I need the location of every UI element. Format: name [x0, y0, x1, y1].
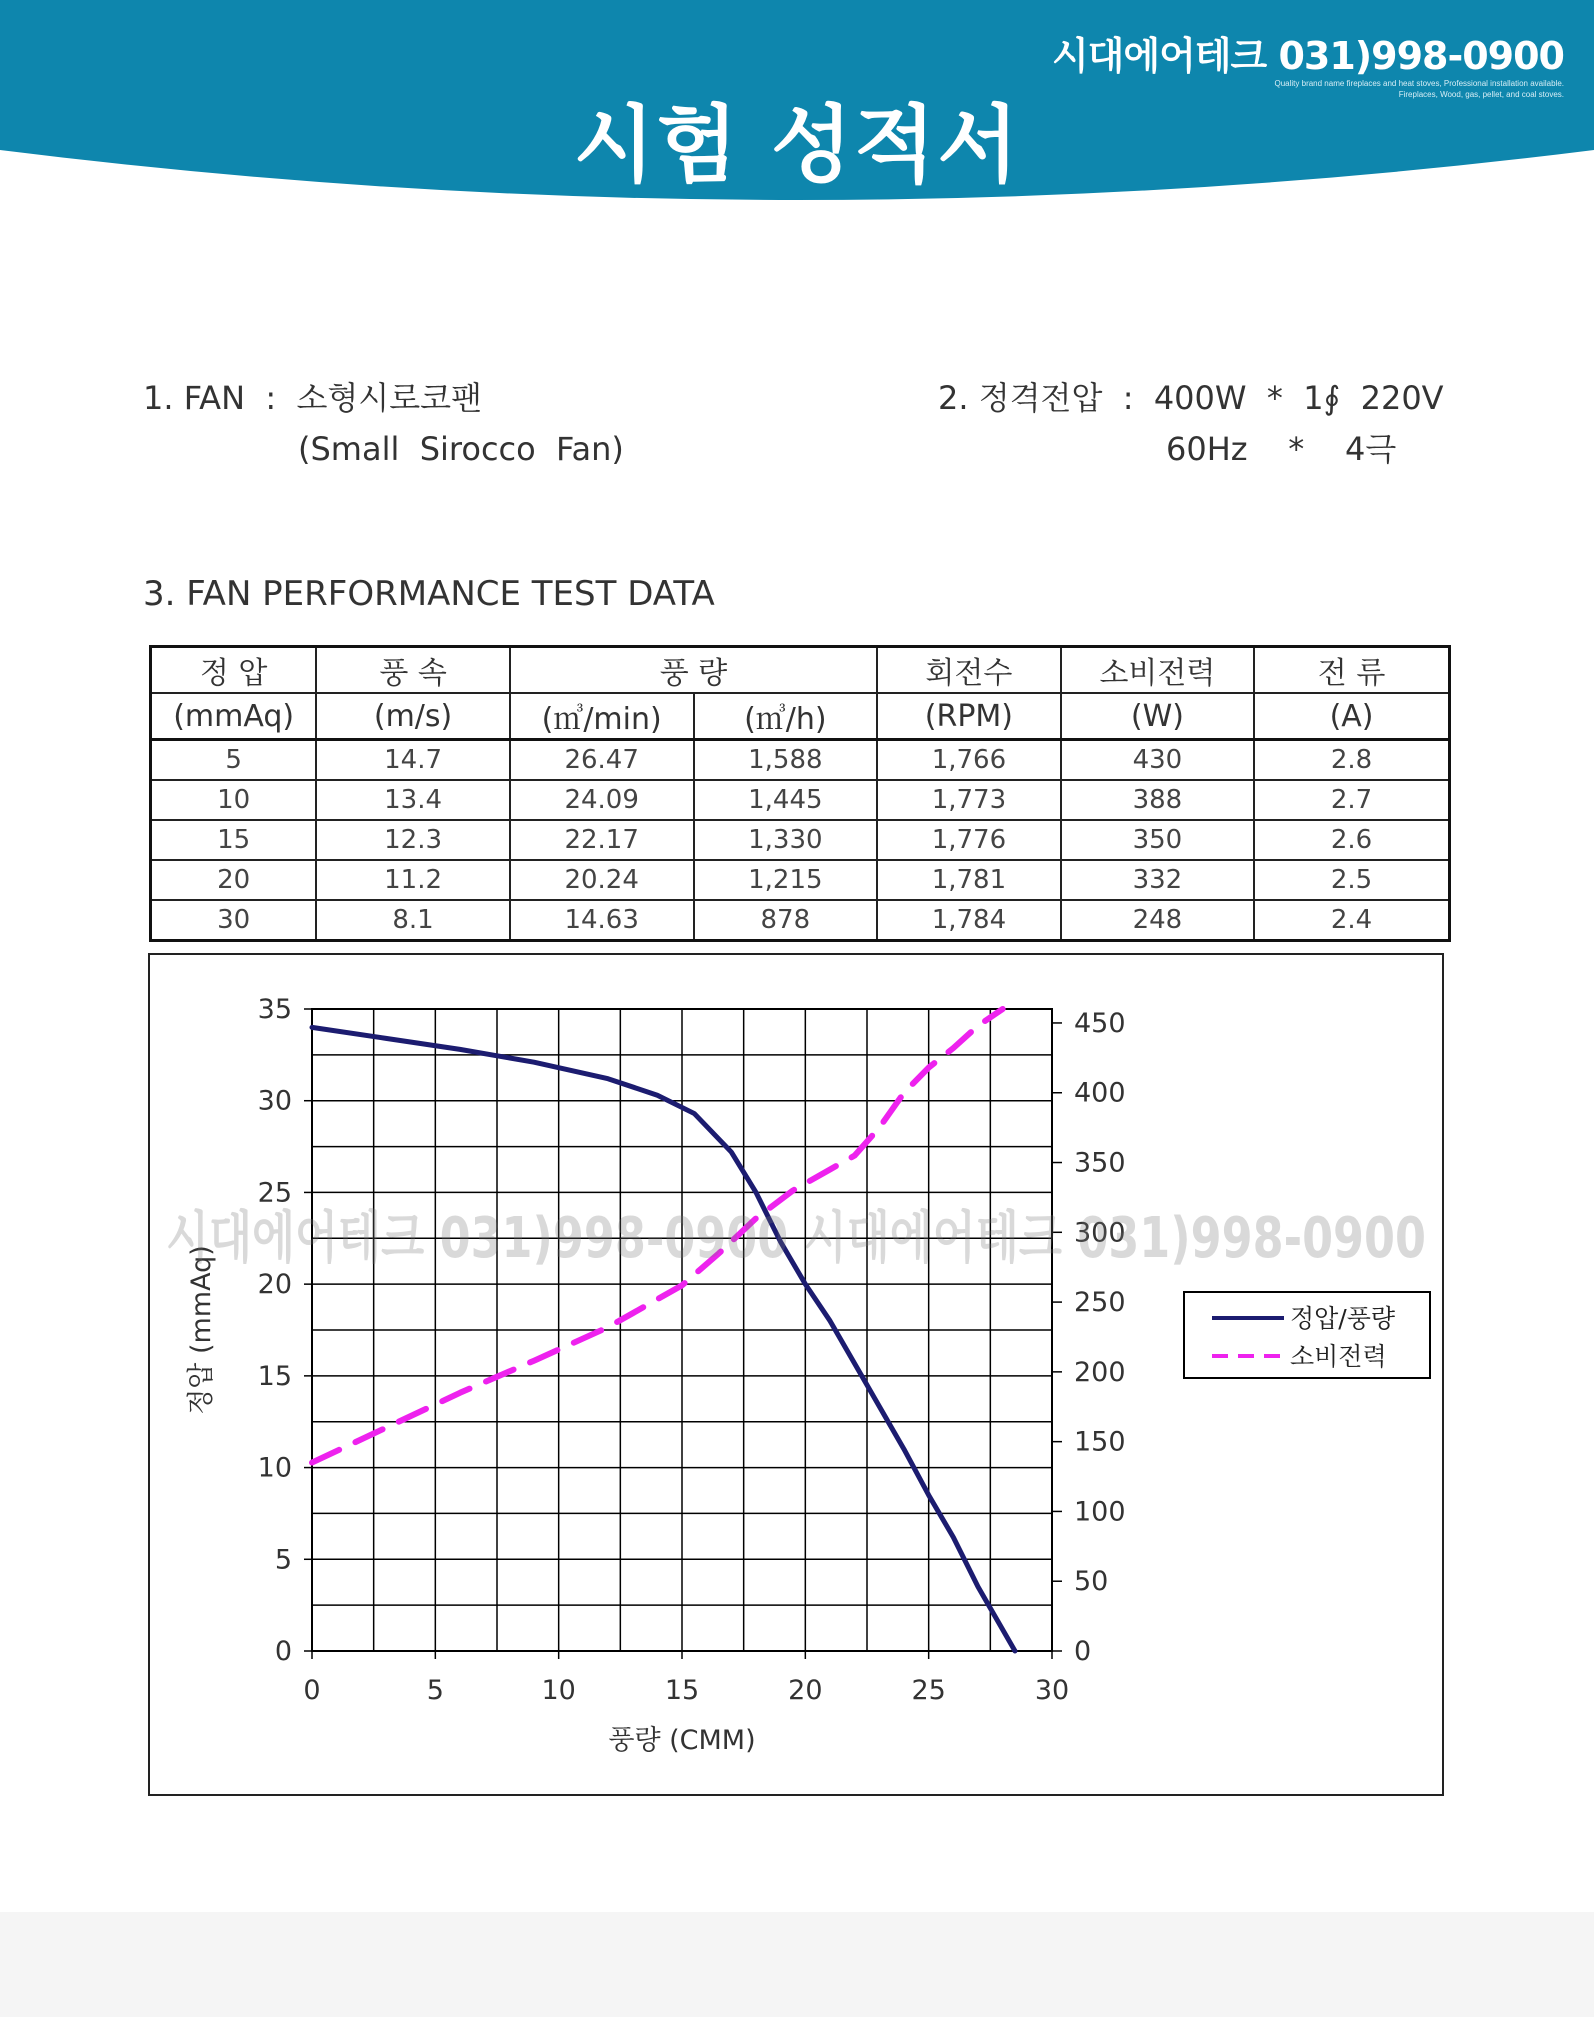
y2-tick-label: 50: [1074, 1566, 1109, 1598]
table-cell: 878: [694, 900, 878, 941]
table-cell: 2.8: [1254, 740, 1449, 781]
y2-tick-label: 0: [1074, 1636, 1092, 1667]
table-cell: 248: [1061, 900, 1254, 941]
table-cell: 332: [1061, 860, 1254, 900]
y-tick-label: 15: [257, 1360, 292, 1392]
table-cell: 1,445: [694, 780, 878, 820]
y2-tick-label: 300: [1074, 1217, 1126, 1249]
unit-cell: (㎥/min): [510, 693, 694, 740]
table-cell: 20: [151, 860, 317, 900]
table-cell: 2.4: [1254, 900, 1449, 941]
table-cell: 26.47: [510, 740, 694, 781]
y-tick-label: 0: [274, 1636, 292, 1667]
spec-fan: 1. FAN : 소형시로코팬: [143, 379, 482, 417]
unit-cell: (㎥/h): [694, 693, 878, 740]
y2-tick-label: 450: [1074, 1007, 1126, 1039]
header-static-pressure: 정 압: [151, 647, 317, 694]
table-cell: 1,781: [877, 860, 1061, 900]
table-cell: 14.63: [510, 900, 694, 941]
y2-tick-label: 350: [1074, 1147, 1126, 1179]
y2-tick-label: 400: [1074, 1077, 1126, 1109]
spec-fan-en: (Small Sirocco Fan): [298, 430, 624, 468]
table-cell: 22.17: [510, 820, 694, 860]
unit-cell: (W): [1061, 693, 1254, 740]
table-row: [151, 820, 1450, 860]
header-air-volume: 풍 량: [510, 647, 877, 694]
table-cell: 1,766: [877, 740, 1061, 781]
table-cell: 12.3: [316, 820, 510, 860]
table-cell: 2.6: [1254, 820, 1449, 860]
unit-cell: (m/s): [316, 693, 510, 740]
chart-frame: [148, 953, 1444, 1796]
table-header-row: [151, 647, 1450, 694]
table-cell: 1,776: [877, 820, 1061, 860]
y-tick-label: 25: [257, 1177, 292, 1209]
y-tick-label: 30: [257, 1085, 292, 1117]
table-cell: 1,330: [694, 820, 878, 860]
y-tick-label: 35: [257, 994, 292, 1025]
brand-tagline-2: Fireplaces, Wood, gas, pellet, and coal stoves.: [1398, 90, 1564, 99]
table-cell: 388: [1061, 780, 1254, 820]
table-cell: 8.1: [316, 900, 510, 941]
x-tick-label: 15: [664, 1675, 700, 1706]
unit-cell: (mmAq): [151, 693, 317, 740]
table-cell: 1,588: [694, 740, 878, 781]
y2-tick-label: 150: [1074, 1426, 1126, 1458]
performance-chart: [150, 955, 1442, 1794]
table-cell: 1,773: [877, 780, 1061, 820]
brand-name: 시대에어테크 031)998-0900: [1051, 34, 1564, 78]
table-cell: 10: [151, 780, 317, 820]
header-power: 소비전력: [1061, 647, 1254, 694]
page-title: 시험 성적서: [573, 96, 1021, 194]
y-tick-label: 20: [257, 1269, 292, 1301]
footer-band: [0, 1912, 1594, 2017]
brand-tagline-1: Quality brand name fireplaces and heat stoves, Professional installation available.: [1274, 79, 1564, 88]
watermark-text: 시대에어테크 031)998-0900 시대에어테크 031)998-0900: [166, 1206, 1426, 1271]
x-tick-label: 0: [303, 1675, 321, 1706]
table-cell: 2.5: [1254, 860, 1449, 900]
y2-tick-label: 100: [1074, 1496, 1126, 1528]
x-tick-label: 10: [541, 1675, 576, 1706]
table-cell: 15: [151, 820, 317, 860]
table-row: [151, 740, 1450, 781]
x-tick-label: 20: [788, 1675, 823, 1706]
spec-voltage: 2. 정격전압 : 400W * 1∮ 220V: [938, 379, 1444, 417]
table-cell: 30: [151, 900, 317, 941]
table-row: [151, 780, 1450, 820]
table-cell: 14.7: [316, 740, 510, 781]
legend-label-power: 소비전력: [1290, 1342, 1387, 1371]
x-tick-label: 5: [426, 1675, 444, 1706]
x-axis-label: 풍량 (CMM): [608, 1725, 756, 1756]
header-rpm: 회전수: [877, 647, 1061, 694]
table-units-row: [151, 693, 1450, 740]
x-tick-label: 25: [911, 1675, 946, 1706]
y-axis-label: 정압 (mmAq): [186, 1245, 217, 1415]
header-current: 전 류: [1254, 647, 1449, 694]
y2-tick-label: 250: [1074, 1287, 1126, 1319]
table-cell: 13.4: [316, 780, 510, 820]
performance-table: [149, 645, 1451, 942]
table-cell: 1,784: [877, 900, 1061, 941]
unit-cell: (A): [1254, 693, 1449, 740]
table-row: [151, 900, 1450, 941]
table-cell: 350: [1061, 820, 1254, 860]
legend-label-pressure: 정압/풍량: [1290, 1304, 1396, 1333]
y2-tick-label: 200: [1074, 1356, 1126, 1388]
table-cell: 2.7: [1254, 780, 1449, 820]
table-cell: 1,215: [694, 860, 878, 900]
table-cell: 11.2: [316, 860, 510, 900]
unit-cell: (RPM): [877, 693, 1061, 740]
table-cell: 24.09: [510, 780, 694, 820]
y-tick-label: 10: [257, 1452, 292, 1484]
table-cell: 5: [151, 740, 317, 781]
table-cell: 430: [1061, 740, 1254, 781]
spec-frequency: 60Hz * 4극: [1166, 430, 1397, 468]
x-tick-label: 30: [1034, 1675, 1070, 1706]
y-tick-label: 5: [274, 1544, 292, 1576]
table-row: [151, 860, 1450, 900]
table-cell: 20.24: [510, 860, 694, 900]
section-title: 3. FAN PERFORMANCE TEST DATA: [143, 574, 715, 614]
header-air-velocity: 풍 속: [316, 647, 510, 694]
